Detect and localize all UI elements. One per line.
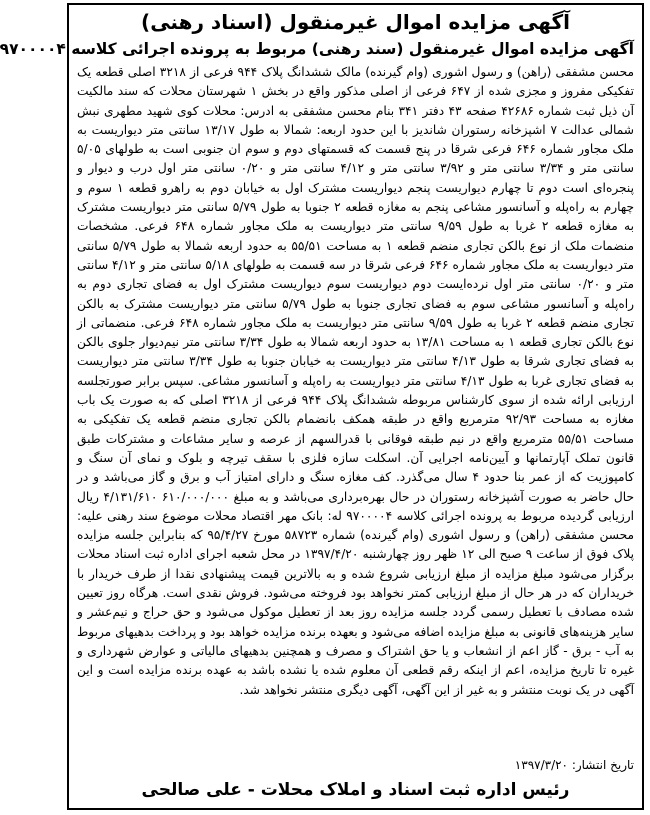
notice-title: آگهی مزایده اموال غیرمنقول (اسناد رهنی) bbox=[141, 10, 570, 34]
notice-frame bbox=[0, 3, 644, 810]
signature-line: رئیس اداره ثبت اسناد و املاک محلات - علی صالحی bbox=[141, 780, 570, 800]
notice-body: محسن مشفقی (راهن) و رسول اشوری (وام گیرنده) مالک ششدانگ پلاک ۹۴۴ فرعی از ۳۲۱۸ اصلی قطعه یک تفکیکی مفروز و مجزی شده از ۶۴۷ فرعی از اصلی مذکور واقع در بخش ۱ شهرستان محلات که سند مالکیت آن ذیل ثبت شماره ۴۲۶۸۶ صفحه ۴۳ دفتر ۳۴۱ بنام محسن مشفقی به ادرس: محلات کوی شهید مطهری نبش شمالی عدالت ۷ اشپزخانه رستوران شاندیز با این حدود اربعه: شمالا به طول ۱۳/۱۷ سانتی متر دیواریست به ملک مجاور شماره ۶۴۶ فرعی شرقا در پنج قسمت که قسمتهای دوم و سوم ان جنوبی است به طولهای ۵/۰۵ سانتی متر و ۳/۳۴ سانتی متر و ۳/۹۲ سانتی متر و ۴/۱۲ سانتی متر و ۰/۲۰ سانتی متر اول درب و دیوار و پنجره‌ای است دوم تا چهارم دیواریست پنجم دیواریست مشترک اول به خیابان دوم به راهرو قطعه ۱ سوم و چهارم به راه‌پله و آسانسور مشاعی پنجم به مغازه قطعه ۲ جنوبا به طول ۵/۷۹ سانتی متر دیواریست مشترک به مغازه قطعه ۲ غربا به طول ۹/۵۹ سانتی متر دیواریست به ملک مجاور شماره ۶۴۸ فرعی. مشخصات منضمات ملک از نوع بالکن تجاری منضم قطعه ۱ به مساحت ۵۵/۵۱ به حدود اربعه شمالا به طول ۵/۷۹ سانتی متر دیواریست به ملک مجاور شماره ۶۴۶ فرعی شرقا در سه قسمت به طولهای ۵/۱۸ سانتی متر و ۴/۱۲ سانتی متر و ۰/۲۰ سانتی متر اول نرده‌ایست دوم دیواریست سوم دیواریست مشترک اول به فضای تجاری دوم به راه‌پله و آسانسور مشاعی سوم به فضای تجاری جنوبا به طول ۵/۷۹ سانتی متر دیواریست مشترک به بالکن تجاری منضم قطعه ۲ غربا به طول ۹/۵۹ سانتی متر دیواریست به ملک مجاور شماره ۶۴۸ فرعی. منضماتی از نوع بالکن تجاری قطعه ۱ به مساحت ۱۳/۸۱ به حدود اربعه شمالا به طول ۳/۳۴ سانتی متر نیم‌دیوار جلوی بالکن به فضای تجاری شرقا به طول ۴/۱۳ سانتی متر دیواریست به خیابان جنوبا به طول ۳/۳۴ سانتی متر دیواریست به فضای تجاری غربا به طول ۴/۱۳ سانتی متر دیواریست به راه‌پله و آسانسور مشاعی. سپس برابر صورتجلسه ارزیابی ارائه شده از سوی کارشناس مربوطه ششدانگ پلاک ۹۴۴ فرعی از ۳۲۱۸ اصلی که به صورت یک باب مغازه به مساحت ۹۲/۹۳ مترمربع واقع در طبقه همکف بانضمام بالکن تجاری منضم قطعه یک تفکیکی به مساحت ۵۵/۵۱ مترمربع واقع در نیم طبقه فوقانی با قدرالسهم از عرصه و سایر مشاعات و مشترکات طبق قانون تملک آپارتمانها و آیین‌نامه اجرایی آن. اسکلت سازه فلزی با سقف تیرچه و بلوک و نمای آن سنگ و کامپوزیت که از عمر بنا حدود ۴ سال می‌گذرد. کف مغازه سنگ و دارای امتیاز آب و برق و گاز می‌باشد و در حال حاضر به صورت آشپزخانه رستوران در حال بهره‌برداری می‌باشد و به مبلغ ۶۱۰/۰۰۰/۰۰۰ ۴/۱۳۱/۶۱۰ ریال ارزیابی گردیده مربوط به پرونده اجرائی کلاسه ۹۷۰۰۰۰۴ له: بانک مهر اقتصاد محلات موضوع سند رهنی علیه: محسن مشفقی (راهن) و رسول اشوری (وام گیرنده) شماره ۵۸۷۲۳ مورخ ۹۵/۴/۲۷ که بنابراین جلسه مزایده پلاک فوق از ساعت ۹ صبح الی ۱۲ ظهر روز چهارشنبه ۱۳۹۷/۴/۲۰ در محل شعبه اجرای اداره ثبت اسناد محلات برگزار می‌شود مبلغ مزایده از مبلغ ارزیابی شروع شده و به بالاترین قیمت پیشنهادی نقدا از طرف خریدار با خریداران که در هر حال از مبلغ ارزیابی کمتر نخواهد بود فروخته می‌شود. فروش نقدی است. هرگاه روز تعیین شده مصادف با تعطیل رسمی گردد جلسه مزایده روز بعد از تعطیل موکول می‌شود و حق حراج و نیم‌عشر و سایر هزینه‌های قانونی به مبلغ مزایده اضافه می‌شود و بعهده برنده مزایده خواهد بود و پرداخت بدهیهای مربوط به آب - برق - گاز اعم از انشعاب و یا حق اشتراک و مصرف و همچنین بدهیهای مالیاتی و عوارض شهرداری و غیره تا تاریخ مزایده، اعم از اینکه رقم قطعی آن معلوم شده یا نشده باشد به عهده برنده مزایده است و این آگهی در یک نوبت منتشر و به غیر از این آگهی، آگهی دیگری منتشر نخواهد شد. bbox=[77, 65, 635, 697]
notice-subtitle: آگهی مزایده اموال غیرمنقول (سند رهنی) مربوط به پرونده اجرائی کلاسه ۹۷۰۰۰۰۴ bbox=[0, 40, 634, 58]
publication-date: تاریخ انتشار: ۱۳۹۷/۳/۲۰ bbox=[514, 758, 634, 772]
